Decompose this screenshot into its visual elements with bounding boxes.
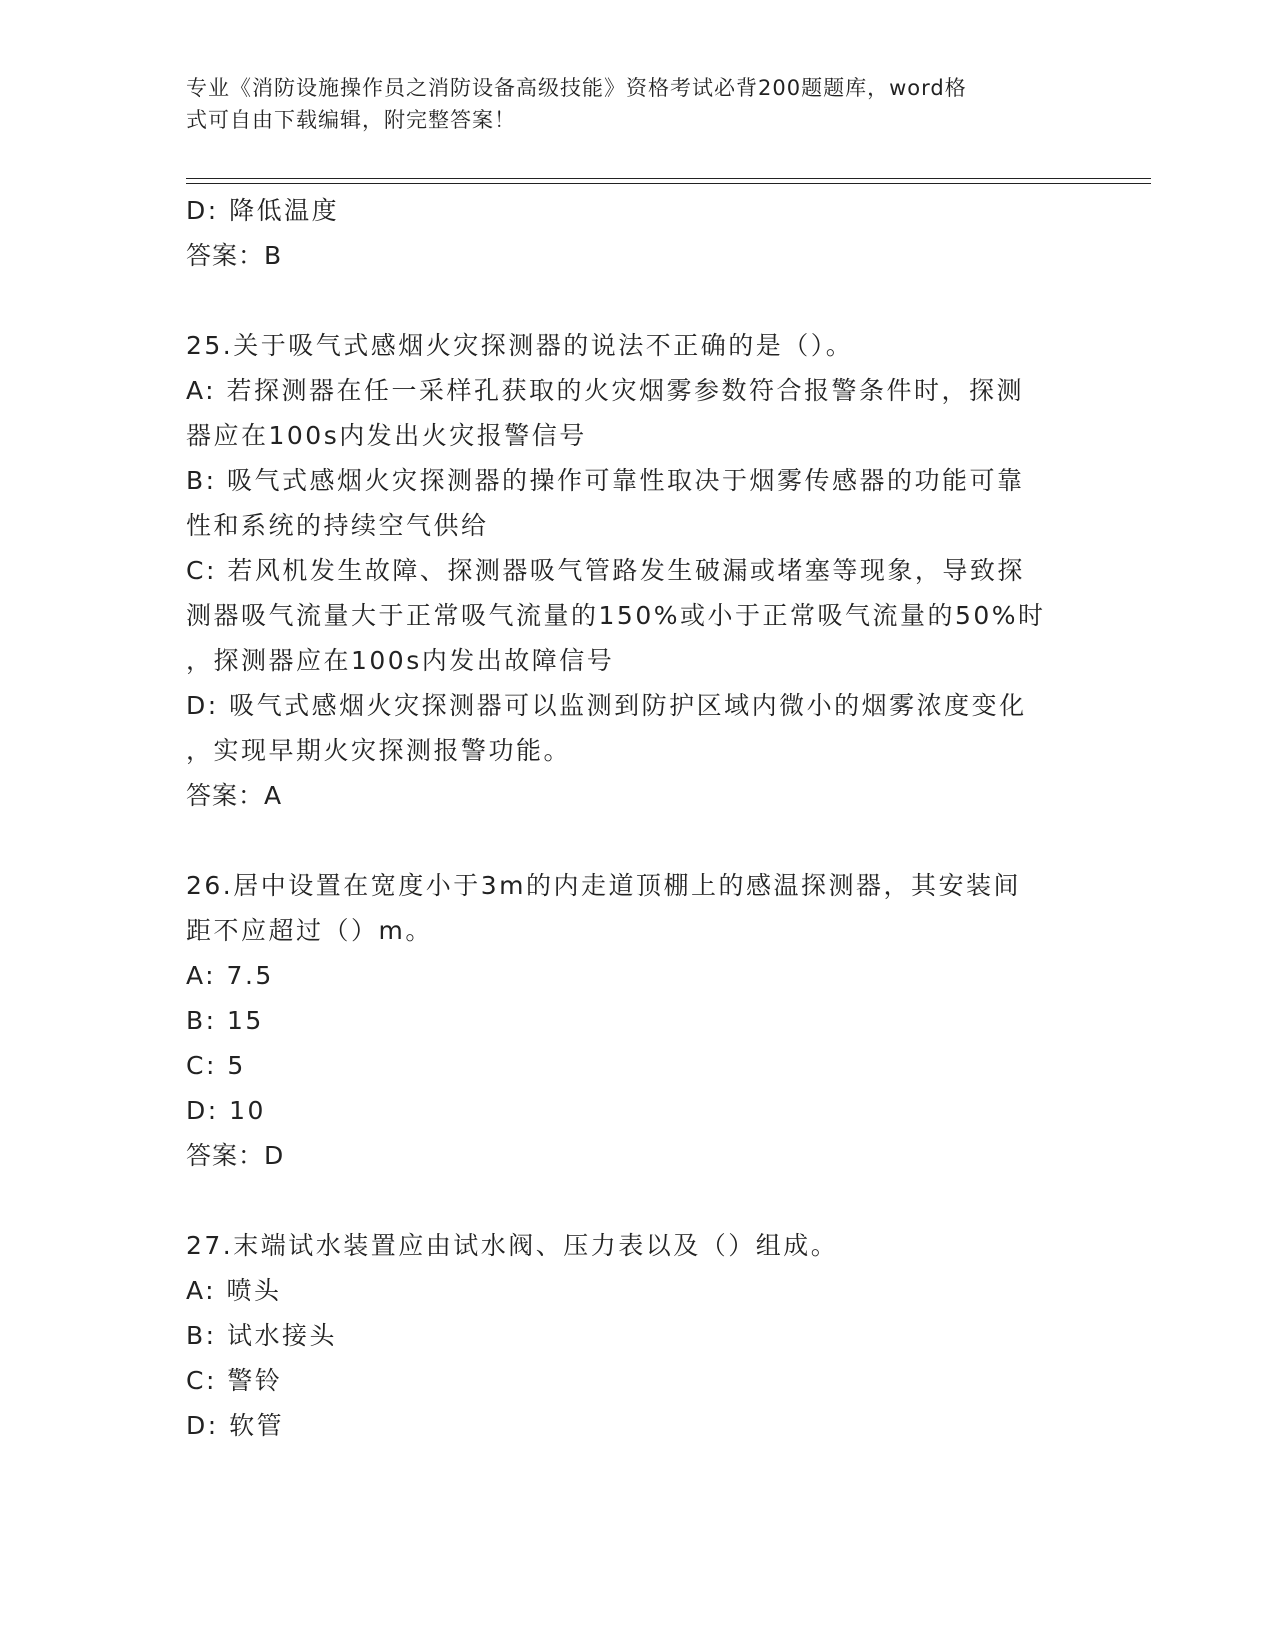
spacer (186, 278, 1066, 323)
option-c-line-1: C: 若风机发生故障、探测器吸气管路发生破漏或堵塞等现象，导致探 (186, 556, 1025, 585)
question-25 (186, 323, 1066, 818)
option-d: D: 降低温度 (186, 196, 340, 225)
option-a: A: 7.5 (186, 961, 274, 990)
answer: 答案：A (186, 781, 283, 810)
option-b-line-1: B: 吸气式感烟火灾探测器的操作可靠性取决于烟雾传感器的功能可靠 (186, 466, 1025, 495)
option-d-line-2: ，实现早期火灾探测报警功能。 (186, 736, 572, 765)
header-line-2: 式可自由下载编辑，附完整答案！ (186, 108, 516, 132)
spacer (186, 818, 1066, 863)
question-stem: 25.关于吸气式感烟火灾探测器的说法不正确的是（）。 (186, 331, 854, 360)
option-c: C: 5 (186, 1051, 246, 1080)
question-27 (186, 1223, 1066, 1448)
header-rule-top (186, 178, 1151, 179)
option-d: D: 10 (186, 1096, 266, 1125)
option-a-line-2: 器应在100s内发出火灾报警信号 (186, 421, 587, 450)
question-stem-line-2: 距不应超过（）m。 (186, 916, 433, 945)
question-stem-line-1: 26.居中设置在宽度小于3m的内走道顶棚上的感温探测器，其安装间 (186, 871, 1022, 900)
option-d: D: 软管 (186, 1411, 285, 1440)
header-line-1: 专业《消防设施操作员之消防设备高级技能》资格考试必背200题题库，word格 (186, 76, 967, 100)
option-c-line-3: ，探测器应在100s内发出故障信号 (186, 646, 615, 675)
answer: 答案：D (186, 1141, 285, 1170)
spacer (186, 1178, 1066, 1223)
document-header (186, 72, 1066, 136)
option-a-line-1: A: 若探测器在任一采样孔获取的火灾烟雾参数符合报警条件时，探测 (186, 376, 1025, 405)
question-stem: 27.末端试水装置应由试水阀、压力表以及（）组成。 (186, 1231, 839, 1260)
question-26 (186, 863, 1066, 1178)
option-c-line-2: 测器吸气流量大于正常吸气流量的150%或小于正常吸气流量的50%时 (186, 601, 1046, 630)
option-a: A: 喷头 (186, 1276, 282, 1305)
option-d-line-1: D: 吸气式感烟火灾探测器可以监测到防护区域内微小的烟雾浓度变化 (186, 691, 1027, 720)
option-b: B: 试水接头 (186, 1321, 338, 1350)
option-c: C: 警铃 (186, 1366, 283, 1395)
option-b: B: 15 (186, 1006, 264, 1035)
answer: 答案：B (186, 241, 283, 270)
option-b-line-2: 性和系统的持续空气供给 (186, 511, 489, 540)
question-24-tail (186, 188, 1066, 278)
document-body (186, 188, 1066, 1448)
header-rule-bottom (186, 183, 1151, 184)
